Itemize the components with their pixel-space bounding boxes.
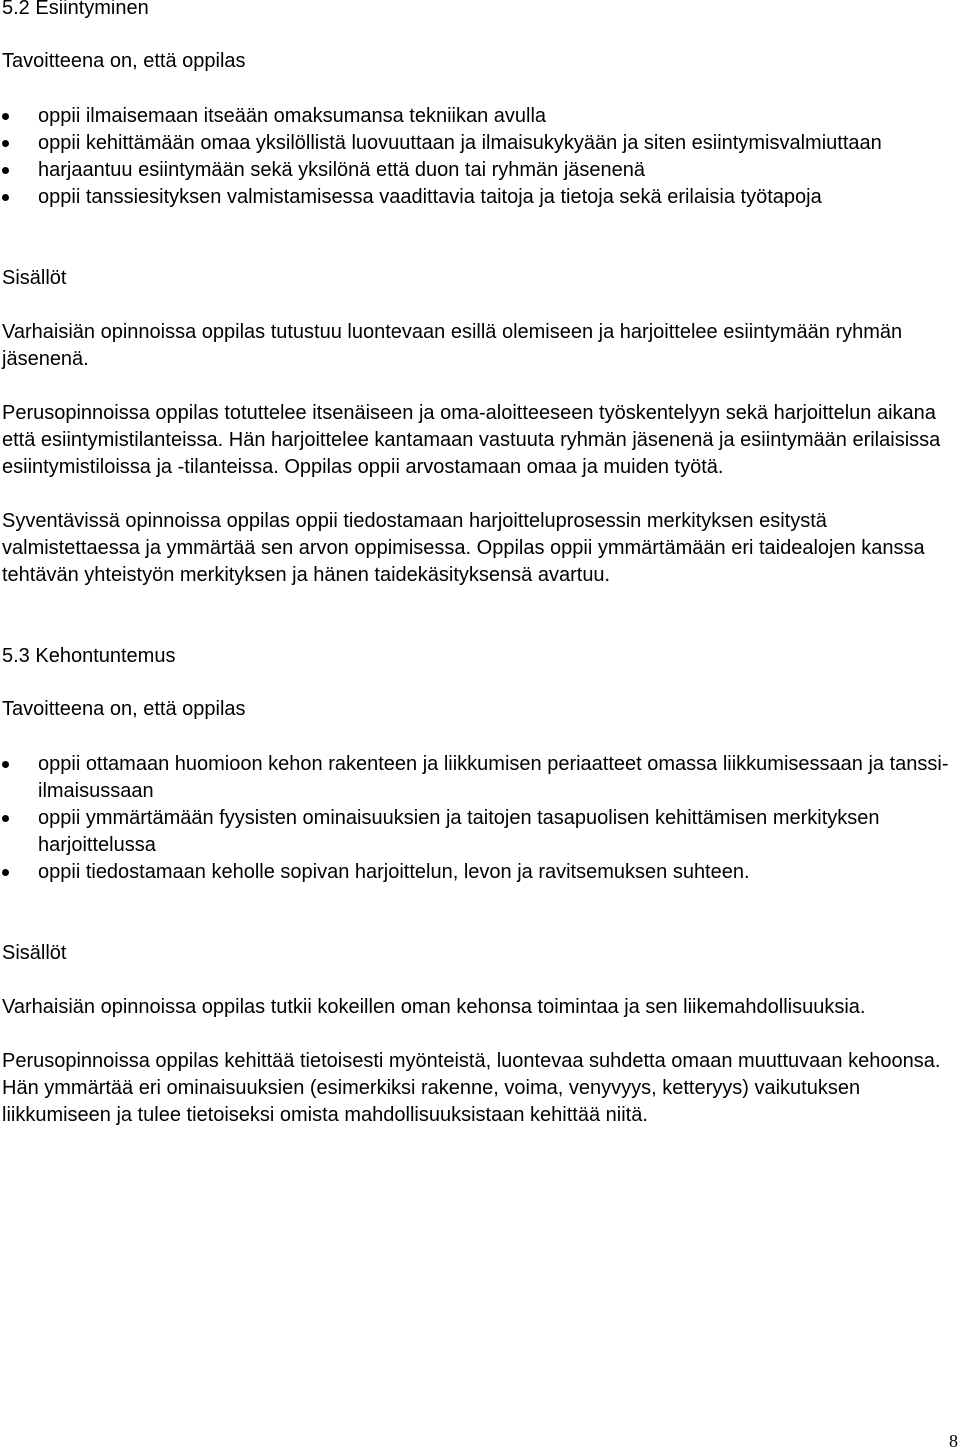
goal-text: oppii tiedostamaan keholle sopivan harjoittelun, levon ja ravitsemuksen suhteen. <box>38 861 750 883</box>
goal-list-item <box>2 184 952 211</box>
goal-list <box>2 103 952 211</box>
paragraph-basic-studies: Perusopinnoissa oppilas totuttelee itsenäiseen ja oma-aloitteeseen työskentelyyn sekä harjoittelun aikana että esiintymistilanteissa. Hän harjoittelee kantamaan vastuuta ryhmän jäsenenä ja esiintymään erilaisissa esiintymistiloissa ja -tilanteissa. Oppilas oppii arvostamaan omaa ja muiden työtä. <box>2 402 941 478</box>
bullet-icon <box>2 761 9 768</box>
goal-list-item <box>2 157 952 184</box>
bullet-icon <box>2 140 9 147</box>
goal-text: oppii kehittämään omaa yksilöllistä luovuuttaan ja ilmaisukykyään ja siten esiintymisvalmiuttaan <box>38 132 882 154</box>
contents-heading: Sisällöt <box>2 267 67 289</box>
bullet-icon <box>2 167 9 174</box>
goal-text: oppii ottamaan huomioon kehon rakenteen ja liikkumisen periaatteet omassa liikkumisessaan ja tanssi-ilmaisussaan <box>38 753 949 802</box>
section-esiintyminen <box>2 0 952 589</box>
bullet-icon <box>2 194 9 201</box>
goal-text: harjaantuu esiintymään sekä yksilönä että duon tai ryhmän jäsenenä <box>38 159 646 181</box>
section-heading: 5.2 Esiintyminen <box>2 0 149 19</box>
goal-text: oppii ymmärtämään fyysisten ominaisuuksien ja taitojen tasapuolisen kehittämisen merkityksen harjoittelussa <box>38 807 880 856</box>
goal-intro: Tavoitteena on, että oppilas <box>2 698 246 720</box>
paragraph-advanced-studies: Syventävissä opinnoissa oppilas oppii tiedostamaan harjoitteluprosessin merkityksen esitystä valmistettaessa ja ymmärtää sen arvon oppimisessa. Oppilas oppii ymmärtämään eri taidealojen kanssa tehtävän yhteistyön merkityksen ja hänen taidekäsityksensä avartuu. <box>2 510 925 586</box>
goal-list-item <box>2 805 952 859</box>
contents-heading: Sisällöt <box>2 942 67 964</box>
bullet-icon <box>2 815 9 822</box>
document-page <box>2 0 952 1129</box>
paragraph-basic-studies: Perusopinnoissa oppilas kehittää tietoisesti myönteistä, luontevaa suhdetta omaan muuttuvaan kehoonsa. Hän ymmärtää eri ominaisuuksien (esimerkiksi rakenne, voima, venyvyys, ketteryys) vaikutuksen liikkumiseen ja tulee tietoiseksi omista mahdollisuuksistaan kehittää niitä. <box>2 1050 941 1126</box>
goal-list <box>2 751 952 886</box>
goal-intro: Tavoitteena on, että oppilas <box>2 50 246 72</box>
paragraph-early-studies: Varhaisiän opinnoissa oppilas tutustuu luontevaan esillä olemiseen ja harjoittelee esiintymään ryhmän jäsenenä. <box>2 321 903 370</box>
goal-list-item <box>2 130 952 157</box>
paragraph-early-studies: Varhaisiän opinnoissa oppilas tutkii kokeillen oman kehonsa toimintaa ja sen liikemahdollisuuksia. <box>2 996 866 1018</box>
goal-list-item <box>2 751 952 805</box>
bullet-icon <box>2 113 9 120</box>
goal-list-item <box>2 103 952 130</box>
goal-text: oppii ilmaisemaan itseään omaksumansa tekniikan avulla <box>38 105 547 127</box>
bullet-icon <box>2 869 9 876</box>
page-number: 8 <box>949 1431 958 1451</box>
section-kehontuntemus <box>2 643 952 1129</box>
section-heading: 5.3 Kehontuntemus <box>2 645 176 667</box>
goal-list-item <box>2 859 952 886</box>
goal-text: oppii tanssiesityksen valmistamisessa vaadittavia taitoja ja tietoja sekä erilaisia työtapoja <box>38 186 822 208</box>
